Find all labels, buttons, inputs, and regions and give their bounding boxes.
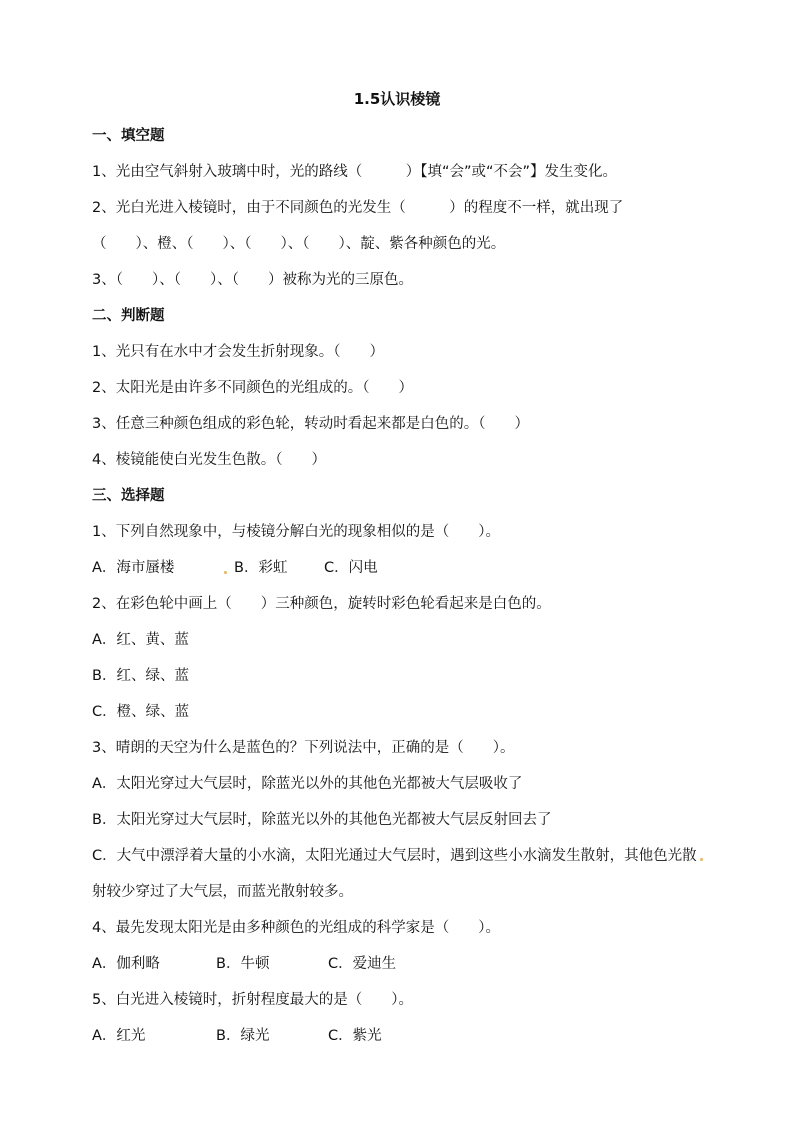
judge-question-2: 2、太阳光是由许多不同颜色的光组成的。（ ） — [92, 380, 413, 396]
choice-q5-option-b: B．绿光 — [216, 1028, 270, 1044]
choice-q5-option-a: A．红光 — [92, 1028, 146, 1044]
choice-q5-option-c: C．紫光 — [328, 1028, 382, 1044]
stray-dot-mark — [224, 571, 227, 574]
choice-q1-option-a: A．海市蜃楼 — [92, 560, 175, 576]
section-heading-fill: 一、填空题 — [92, 128, 165, 144]
choice-question-3-stem: 3、晴朗的天空为什么是蓝色的？下列说法中，正确的是（ ）。 — [92, 740, 515, 756]
choice-question-2-stem: 2、在彩色轮中画上（ ）三种颜色，旋转时彩色轮看起来是白色的。 — [92, 596, 551, 612]
choice-q2-option-c: C．橙、绿、蓝 — [92, 704, 190, 720]
choice-q2-option-a: A．红、黄、蓝 — [92, 632, 189, 648]
choice-q4-option-b: B．牛顿 — [216, 956, 270, 972]
judge-question-4: 4、棱镜能使白光发生色散。（ ） — [92, 452, 326, 468]
choice-q3-option-c: C．大气中漂浮着大量的小水滴，太阳光通过大气层时，遇到这些小水滴发生散射，其他色光散射较少穿过了大气层，而蓝光散射较多。 — [92, 848, 697, 900]
choice-question-4-options — [92, 946, 702, 982]
page-title: 1.5认识棱镜 — [353, 90, 441, 108]
choice-question-5-stem: 5、白光进入棱镜时，折射程度最大的是（ ）。 — [92, 992, 413, 1008]
choice-q3-option-a: A．太阳光穿过大气层时，除蓝光以外的其他色光都被大气层吸收了 — [92, 776, 523, 792]
choice-q3-option-b: B．太阳光穿过大气层时，除蓝光以外的其他色光都被大气层反射回去了 — [92, 812, 552, 828]
section-heading-judge: 二、判断题 — [92, 308, 165, 324]
choice-question-5-options — [92, 1018, 702, 1054]
judge-question-1: 1、光只有在水中才会发生折射现象。（ ） — [92, 344, 384, 360]
fill-question-3: 3、（ ）、（ ）、（ ）被称为光的三原色。 — [92, 272, 413, 288]
choice-q1-option-b: B．彩虹 — [234, 560, 288, 576]
choice-question-4-stem: 4、最先发现太阳光是由多种颜色的光组成的科学家是（ ）。 — [92, 920, 500, 936]
stray-dot-mark — [700, 858, 703, 861]
fill-question-2-continued: （ ）、橙、（ ）、（ ）、（ ）、靛、紫各种颜色的光。 — [92, 236, 506, 252]
fill-question-1: 1、光由空气斜射入玻璃中时，光的路线（ ）【填“会”或“不会”】发生变化。 — [92, 164, 618, 180]
judge-question-3: 3、任意三种颜色组成的彩色轮，转动时看起来都是白色的。（ ） — [92, 416, 529, 432]
section-heading-choice: 三、选择题 — [92, 488, 165, 504]
choice-question-1-stem: 1、下列自然现象中，与棱镜分解白光的现象相似的是（ ）。 — [92, 524, 500, 540]
choice-q4-option-a: A．伽利略 — [92, 956, 160, 972]
choice-question-1-options — [92, 550, 702, 586]
choice-q1-option-c: C．闪电 — [324, 560, 378, 576]
choice-q2-option-b: B．红、绿、蓝 — [92, 668, 189, 684]
choice-q4-option-c: C．爱迪生 — [328, 956, 397, 972]
fill-question-2: 2、光白光进入棱镜时，由于不同颜色的光发生（ ）的程度不一样，就出现了 — [92, 200, 624, 216]
